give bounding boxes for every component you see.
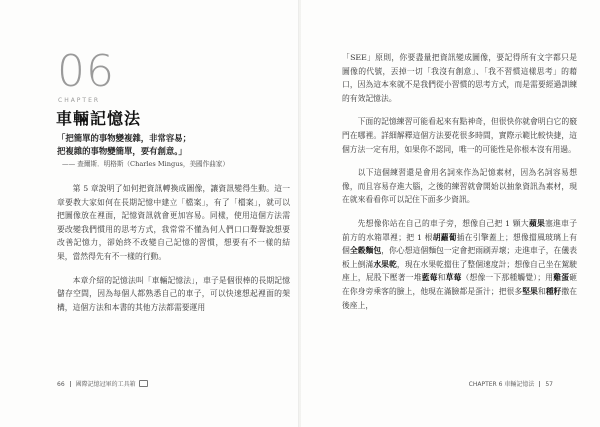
page-number: 57 (545, 381, 553, 388)
paragraph: 下面的記憶練習可能看起來有點神奇，但很快你就會明白它的竅門在哪裡。詳細解釋這個方法要花很多時間，實際示範比較快捷，這個方法一定有用，如果你不認同，唯一的可能性是你根本沒有用過。 (342, 117, 577, 154)
right-body-text (342, 51, 577, 322)
chapter-number: 06 (57, 46, 115, 97)
left-page (0, 0, 299, 427)
quote-attribution: —— 查爾斯．明格斯（Charles Mingus，美國作曲家） (62, 160, 230, 168)
paragraph: 本章介紹的記憶法叫「車輛記憶法」，車子是個很棒的長期記憶儲存空間，因為每個人都熟悉自己的車子，可以快速想起裡面的架構，這個方法和本書的其他方法都需要運用 (57, 275, 290, 312)
footer-divider (539, 381, 540, 387)
keyword: 水果乾 (373, 259, 397, 269)
footer-divider (70, 381, 71, 387)
left-footer (57, 379, 148, 388)
chapter-title: 車輛記憶法 (56, 109, 142, 128)
keyword: 堅果 (522, 286, 538, 296)
paragraph: 以下這個練習還是會用名詞來作為記憶素材，因為名詞容易想像，而且容易存進大腦，之後的練習就會開始以抽象資訊為素材，現在就來看看你可以記住下面多少資訊。 (342, 168, 577, 205)
keyword: 雞蛋 (553, 273, 570, 283)
left-body-text (57, 182, 290, 324)
keyword: 胡蘿蔔 (432, 232, 457, 242)
chapter-footer: CHAPTER 6 (468, 381, 503, 388)
chapter-footer-title: 車輛記憶法 (504, 381, 535, 388)
book-icon (139, 380, 148, 387)
paragraph: 第 5 章說明了如何把資訊轉換成圖像，讓資訊變得生動。這一章要教大家如何在長期記憶中建立「檔案」，有了「檔案」，就可以把圖像放在裡面，記憶資訊就會更加容易。同樣，使用這個方法需要改變我們慣用的思考方式，我常常不懂為何人們口口聲聲說想要改善記憶力，卻始終不改變自己記憶的習慣，想要有不一樣的結果，當然得先有不一樣的行動。 (57, 184, 290, 261)
paragraph: 先想像你站在自己的車子旁，想像自己把 1 顆大蘋果塞進車子前方的水箱罩裡；把 1 根胡蘿蔔插在引擎蓋上；想像擋風玻璃上有個全穀麵包，你心想這個麵包一定會把雨刷弄壞；走進車子，在儀表板上倒滿水果乾，現在水果乾擋住了整個速度計；想像自己坐在駕駛座上，屁股下壓著一堆藍莓和草莓（想像一下那種觸覺）；用雞蛋砸在你身旁乘客的臉上，他現在滿臉都是蛋汁；把很多堅果和種籽撒在後座上， (342, 218, 578, 310)
book-title: 國際記憶冠軍的工具箱 (75, 381, 136, 388)
keyword: 全穀麵包 (349, 246, 382, 256)
right-footer (469, 379, 553, 388)
keyword: 藍莓 (421, 273, 438, 283)
keyword: 種籽 (545, 286, 562, 296)
page-number: 66 (57, 381, 65, 388)
right-page (301, 0, 600, 427)
paragraph: 「SEE」原則，你要盡量把資訊變成圖像，要記得所有文字都只是圖像的代號，丟掉一切「我沒有創意」、「我不習慣這樣思考」的藉口，因為這本來就不是我們從小習慣的思考方式，而是需要經過訓練的有效記憶法。 (342, 53, 577, 103)
epigraph-quote (57, 132, 287, 157)
keyword: 蘋果 (528, 218, 546, 228)
quote-line-1: 「把簡單的事物變複雜，非常容易； (57, 133, 191, 143)
chapter-label: CHAPTER (58, 97, 101, 104)
quote-line-2: 把複雜的事物變簡單，要有創意。」 (57, 145, 187, 156)
keyword: 草莓 (445, 273, 462, 283)
